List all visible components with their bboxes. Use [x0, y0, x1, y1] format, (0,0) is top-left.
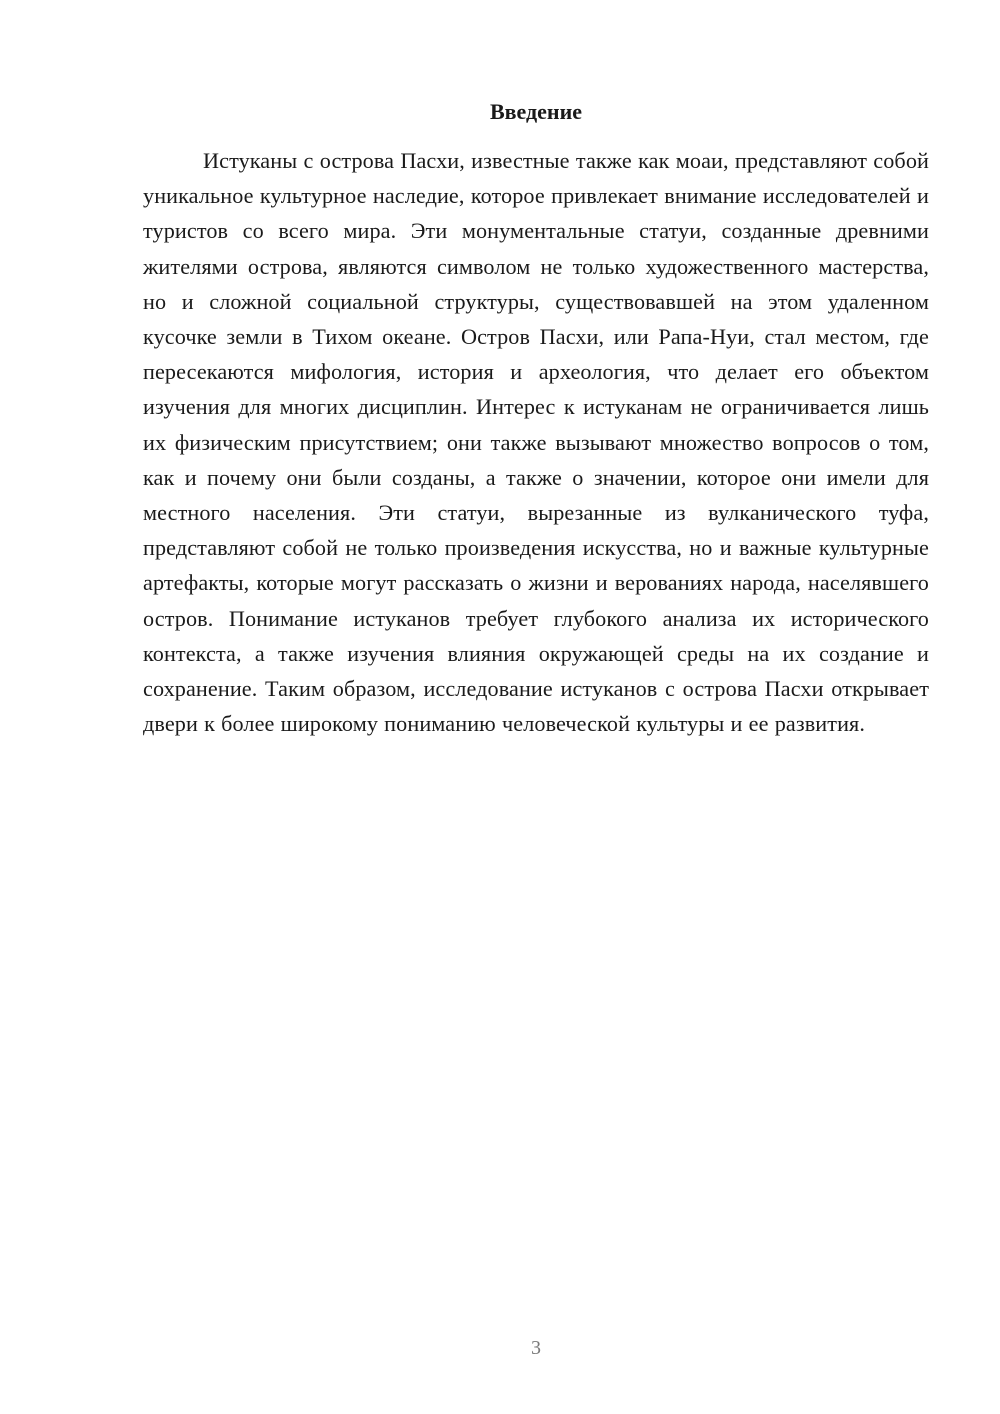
body-paragraph: Истуканы с острова Пасхи, известные также как моаи, представляют собой уникальное культурное наследие, которое привлекает внимание исследователей и туристов со всего мира. Эти монументальные статуи, созданные древними жителями острова, являются символом не только художественного мастерства, но и сложной социальной структуры, существовавшей на этом удаленном кусочке земли в Тихом океане. Остров Пасхи, или Рапа-Нуи, стал местом, где пересекаются мифология, история и археология, что делает его объектом изучения для многих дисциплин. Интерес к истуканам не ограничивается лишь их физическим присутствием; они также вызывают множество вопросов о том, как и почему они были созданы, а также о значении, которое они имели для местного населения. Эти статуи, вырезанные из вулканического туфа, представляют собой не только произведения искусства, но и важные культурные артефакты, которые могут рассказать о жизни и верованиях народа, населявшего остров. Понимание истуканов требует глубокого анализа их исторического контекста, а также изучения влияния окружающей среды на их создание и сохранение. Таким образом, исследование истуканов с острова Пасхи открывает двери к более широкому пониманию человеческой культуры и ее развития. — [143, 148, 929, 737]
page-number: 3 — [531, 1337, 541, 1359]
section-heading: Введение — [489, 99, 583, 124]
